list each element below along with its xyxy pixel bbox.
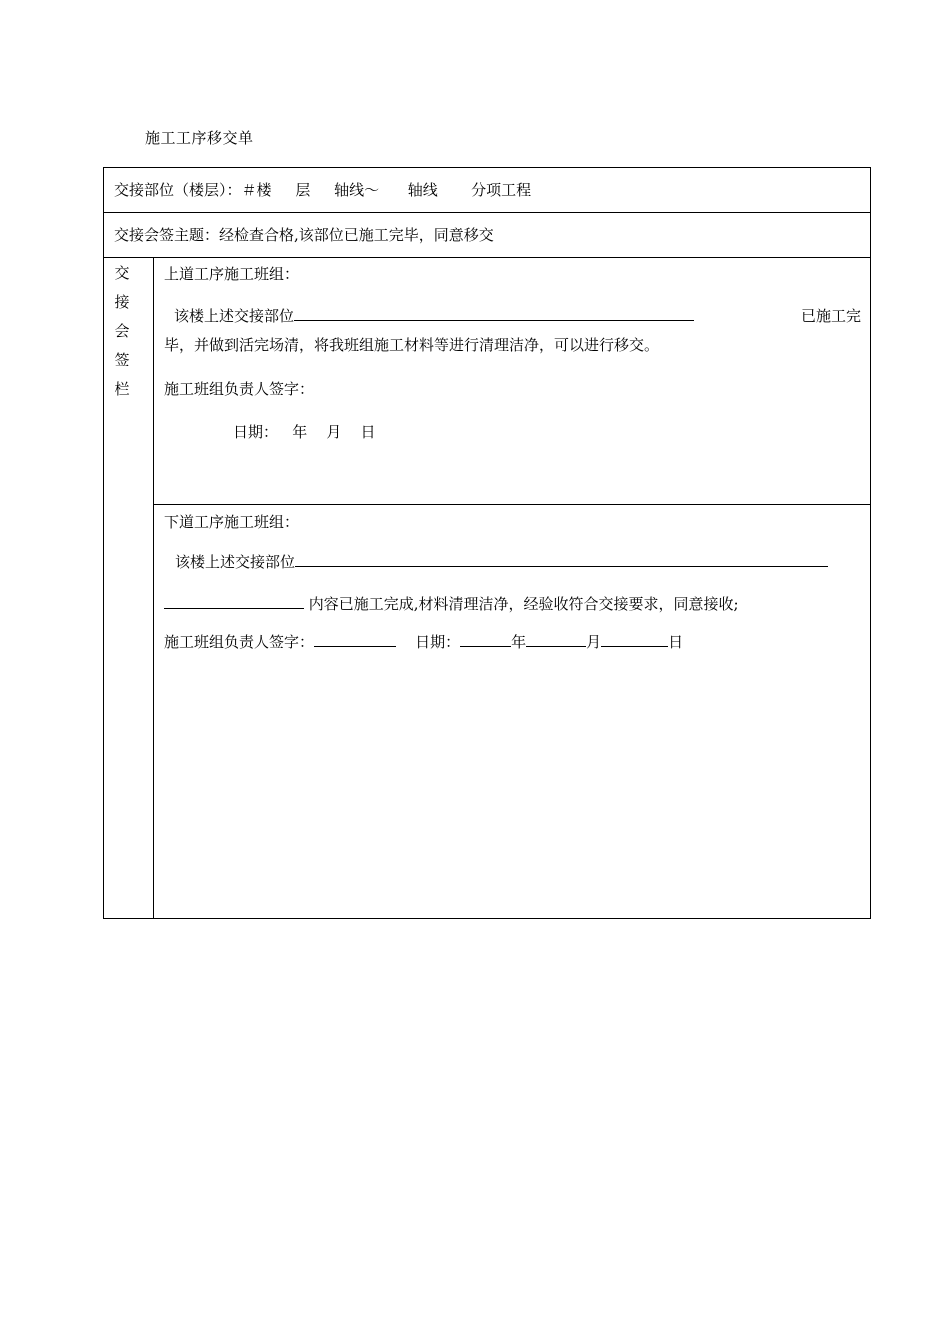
side-label-char: 签: [114, 351, 130, 369]
location-row: [104, 168, 870, 213]
lower-signature-blank[interactable]: [314, 631, 396, 647]
handover-form: [103, 167, 871, 919]
lower-location-blank[interactable]: [295, 551, 828, 567]
lower-month-blank[interactable]: [526, 631, 586, 647]
side-label-char: 接: [114, 293, 130, 311]
lower-year-blank[interactable]: [460, 631, 511, 647]
location-text: 交接部位（楼层）：＃楼 层 轴线～ 轴线 分项工程: [114, 181, 532, 199]
lower-team-section: [154, 505, 870, 918]
lower-signature-line: [164, 631, 683, 652]
lower-line1-prefix: 该楼上述交接部位: [175, 553, 296, 571]
lower-day-label: 日: [668, 633, 684, 651]
signing-column: [104, 258, 154, 918]
upper-line1-suffix: 已施工完: [800, 307, 861, 325]
document-title: 施工工序移交单: [145, 129, 254, 147]
lower-line1: [175, 551, 828, 572]
lower-month-label: 月: [586, 633, 602, 651]
upper-line1-prefix: 该楼上述交接部位: [174, 307, 295, 325]
subject-row: [104, 213, 870, 258]
side-label-char: 栏: [114, 380, 130, 398]
upper-heading: 上道工序施工班组：: [164, 265, 300, 283]
lower-day-blank[interactable]: [601, 631, 668, 647]
upper-location-blank[interactable]: [294, 305, 694, 321]
lower-content-blank[interactable]: [164, 593, 304, 609]
upper-line1: [174, 305, 694, 326]
upper-team-section: [154, 258, 870, 505]
side-label-char: 会: [114, 322, 130, 340]
lower-date-label: 日期：: [415, 633, 461, 651]
upper-date-line: 日期： 年 月 日: [233, 423, 376, 441]
upper-signature-label: 施工班组负责人签字：: [164, 380, 315, 398]
lower-year-label: 年: [511, 633, 527, 651]
upper-line2: 毕，并做到活完场清，将我班组施工材料等进行清理洁净，可以进行移交。: [164, 336, 660, 354]
lower-line2: [164, 593, 739, 614]
lower-signature-label: 施工班组负责人签字：: [164, 633, 315, 651]
side-label-char: 交: [114, 264, 130, 282]
subject-text: 交接会签主题：经检查合格,该部位已施工完毕，同意移交: [114, 226, 494, 244]
lower-heading: 下道工序施工班组：: [164, 513, 300, 531]
lower-line2-suffix: 内容已施工完成,材料清理洁净，经验收符合交接要求，同意接收;: [308, 595, 739, 613]
